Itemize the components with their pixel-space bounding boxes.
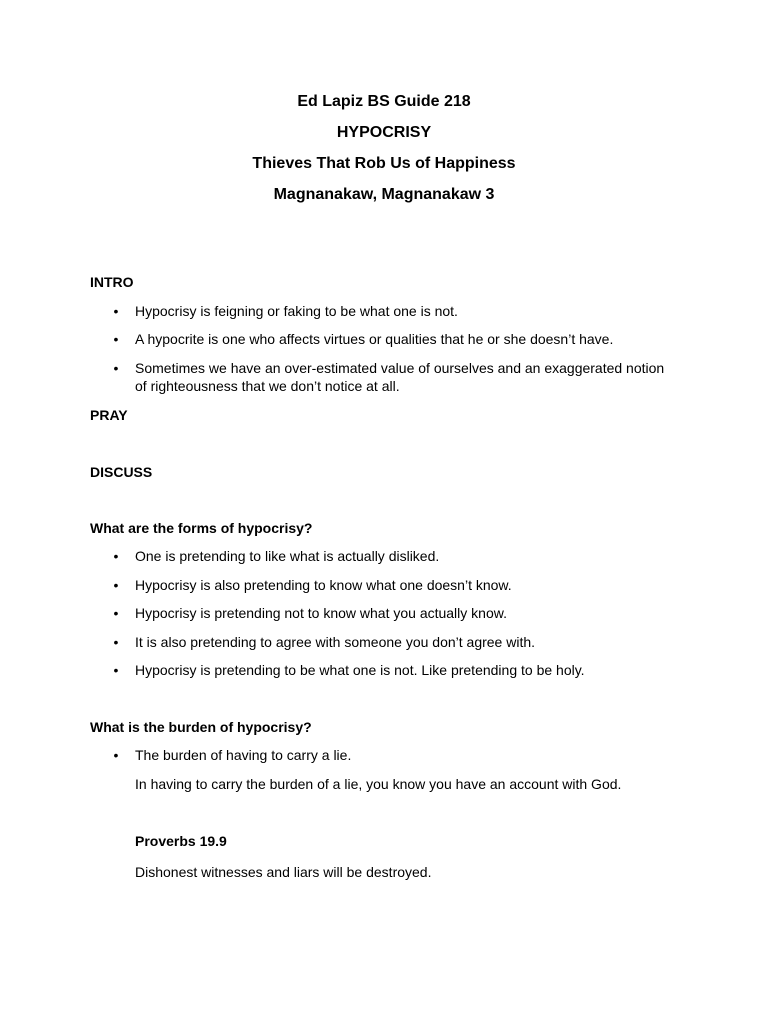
intro-heading: INTRO <box>90 274 134 290</box>
verse-reference: Proverbs 19.9 <box>135 833 227 849</box>
burden-item-1: The burden of having to carry a lie. <box>135 747 352 763</box>
forms-question: What are the forms of hypocrisy? <box>90 520 313 536</box>
bullet-icon: • <box>113 331 119 347</box>
verse-text: Dishonest witnesses and liars will be destroyed. <box>135 864 432 880</box>
bullet-icon: • <box>113 577 119 593</box>
forms-item-4: It is also pretending to agree with someone you don’t agree with. <box>135 634 536 650</box>
forms-item-5: Hypocrisy is pretending to be what one is not. Like pretending to be holy. <box>135 662 585 678</box>
forms-item-3: Hypocrisy is pretending not to know what you actually know. <box>135 605 507 621</box>
forms-item-1: One is pretending to like what is actually disliked. <box>135 548 440 564</box>
bullet-icon: • <box>113 747 119 763</box>
burden-paragraph: In having to carry the burden of a lie, you know you have an account with God. <box>135 776 622 792</box>
guide-title: Ed Lapiz BS Guide 218 <box>297 93 471 110</box>
bullet-icon: • <box>113 662 119 678</box>
document-title-block <box>0 92 768 216</box>
pray-heading: PRAY <box>90 407 128 423</box>
intro-item-3: Sometimes we have an over-estimated value of ourselves and an exaggerated notion of righteousness that we don’t notice at all. <box>135 360 665 394</box>
burden-question: What is the burden of hypocrisy? <box>90 719 312 735</box>
bullet-icon: • <box>113 548 119 564</box>
subtitle: Thieves That Rob Us of Happiness <box>252 155 516 172</box>
bullet-icon: • <box>113 360 119 376</box>
discuss-heading: DISCUSS <box>90 464 153 480</box>
bullet-icon: • <box>113 303 119 319</box>
intro-item-1: Hypocrisy is feigning or faking to be what one is not. <box>135 303 458 319</box>
forms-item-2: Hypocrisy is also pretending to know what one doesn’t know. <box>135 577 512 593</box>
topic-title: HYPOCRISY <box>336 124 432 141</box>
series-title: Magnanakaw, Magnanakaw 3 <box>273 186 495 203</box>
bullet-icon: • <box>113 634 119 650</box>
bullet-icon: • <box>113 605 119 621</box>
intro-item-2: A hypocrite is one who affects virtues or qualities that he or she doesn’t have. <box>135 331 614 347</box>
